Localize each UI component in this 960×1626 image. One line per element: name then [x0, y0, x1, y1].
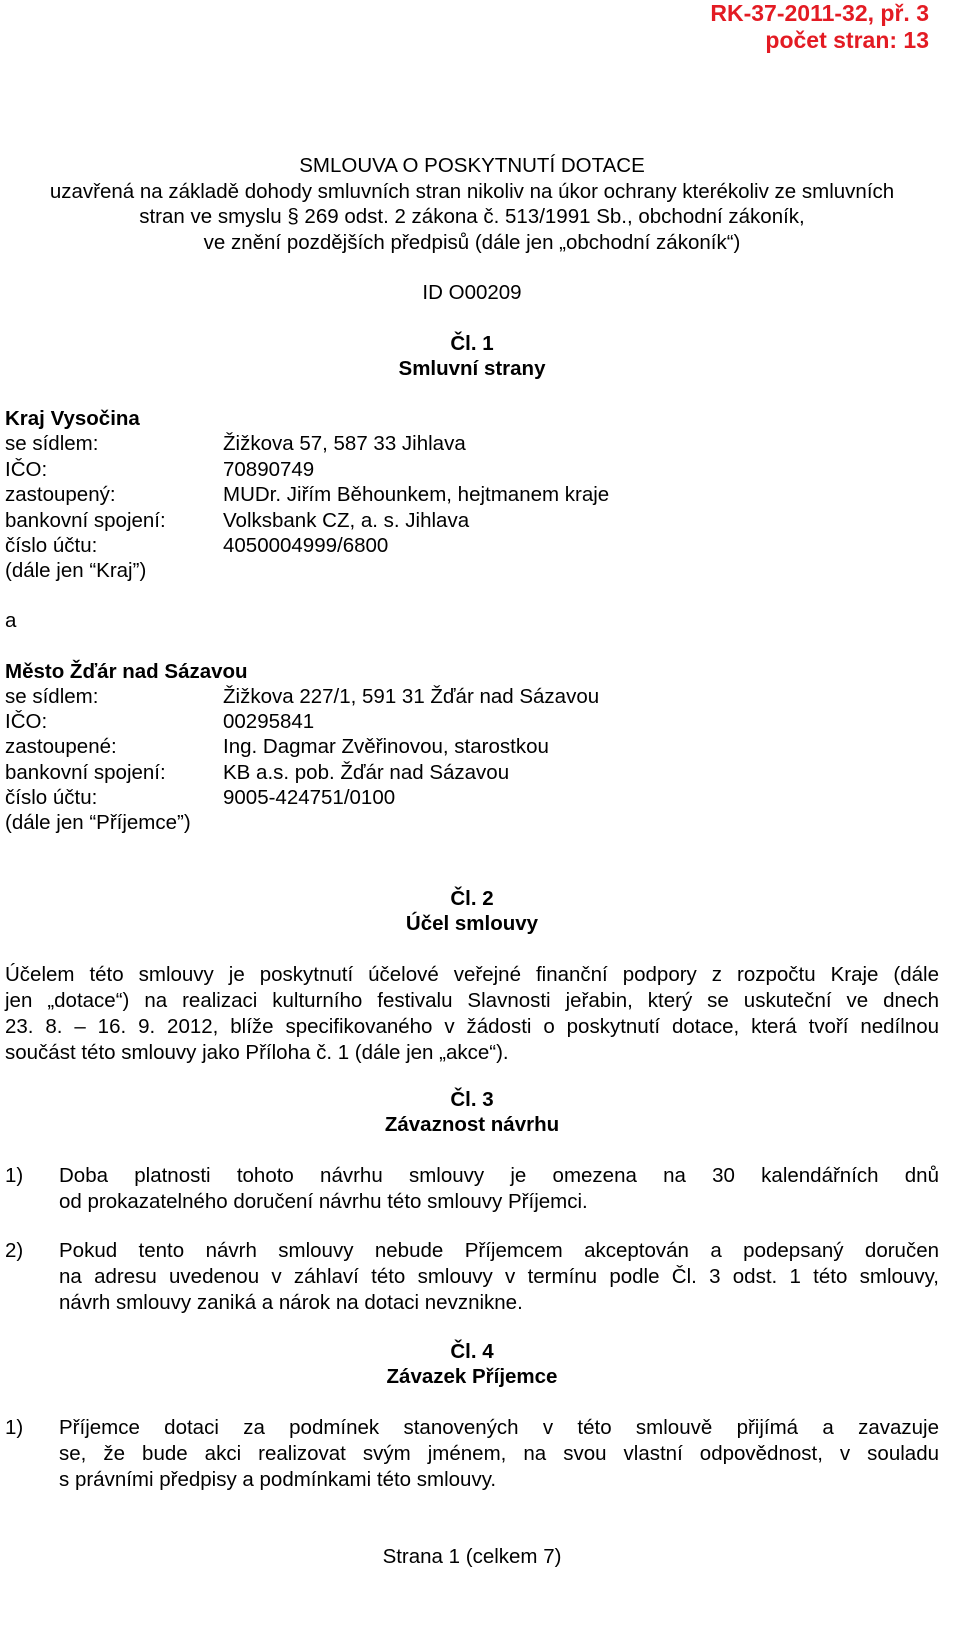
party-1-value-account: 4050004999/6800 [223, 534, 389, 557]
party-2-label-seat: se sídlem: [5, 685, 99, 708]
contract-id: ID O00209 [422, 281, 522, 304]
party-2-value-bank: KB a.s. pob. Žďár nad Sázavou [223, 761, 510, 784]
party-2-label-account: číslo účtu: [5, 786, 98, 809]
subtitle-line-1: uzavřená na základě dohody smluvních stran nikoliv na úkor ochrany kterékoliv ze smluvních [49, 180, 895, 203]
article-2-title: Účel smlouvy [405, 912, 539, 935]
article-1-title: Smluvní strany [398, 357, 546, 380]
contract-title: SMLOUVA O POSKYTNUTÍ DOTACE [299, 154, 645, 177]
article-2-heading: Čl. 2 [450, 887, 494, 910]
party-1-value-bank: Volksbank CZ, a. s. Jihlava [223, 509, 470, 532]
party-2-value-account: 9005-424751/0100 [223, 786, 396, 809]
party-1-label-seat: se sídlem: [5, 432, 99, 455]
party-2-value-representative: Ing. Dagmar Zvěřinovou, starostkou [223, 735, 549, 758]
article-3-title: Závaznost návrhu [384, 1113, 560, 1136]
paragraph-line: součást této smlouvy jako Příloha č. 1 (dále jen „akce“). [5, 1041, 509, 1064]
page-count: počet stran: 13 [765, 27, 929, 53]
paragraph-line: Doba platnosti tohoto návrhu smlouvy je omezena na 30 kalendářních dnů [59, 1164, 939, 1187]
party-2-name: Město Žďár nad Sázavou [5, 660, 248, 683]
paragraph-line: Pokud tento návrh smlouvy nebude Příjemcem akceptován a podepsaný doručen [59, 1239, 939, 1262]
article-3-item-1-number: 1) [5, 1164, 24, 1187]
paragraph-line: na adresu uvedenou v záhlaví této smlouvy v termínu podle Čl. 3 odst. 1 této smlouvy, [59, 1265, 939, 1288]
paragraph-line: s právními předpisy a podmínkami této smlouvy. [59, 1468, 497, 1491]
paragraph-line: Účelem této smlouvy je poskytnutí účelové veřejné finanční podpory z rozpočtu Kraje (dále [5, 963, 939, 986]
party-2-value-ico: 00295841 [223, 710, 315, 733]
article-4-title: Závazek Příjemce [386, 1365, 558, 1388]
party-1-label-ico: IČO: [5, 458, 48, 481]
party-1-value-representative: MUDr. Jiřím Běhounkem, hejtmanem kraje [223, 483, 610, 506]
paragraph-line: návrh smlouvy zaniká a nárok na dotaci nevznikne. [59, 1291, 523, 1314]
party-1-name: Kraj Vysočina [5, 407, 140, 430]
party-2-label-representative: zastoupené: [5, 735, 117, 758]
party-1-label-representative: zastoupený: [5, 483, 116, 506]
party-1-alias: (dále jen “Kraj”) [5, 559, 147, 582]
article-4-heading: Čl. 4 [450, 1340, 494, 1363]
paragraph-line: se, že bude akci realizovat svým jménem, na svou vlastní odpovědnost, v souladu [59, 1442, 939, 1465]
article-1-heading: Čl. 1 [450, 332, 494, 355]
paragraph-line: Příjemce dotaci za podmínek stanovených v této smlouvě přijímá a zavazuje [59, 1416, 939, 1439]
document-reference [710, 0, 929, 54]
parties-conjunction: a [5, 609, 17, 632]
party-1-value-seat: Žižkova 57, 587 33 Jihlava [223, 432, 466, 455]
article-2-paragraph [5, 962, 939, 1066]
party-1-value-ico: 70890749 [223, 458, 315, 481]
reference-number: RK-37-2011-32, př. 3 [710, 0, 929, 26]
article-4-item-1-text [59, 1415, 939, 1493]
article-3-heading: Čl. 3 [450, 1088, 494, 1111]
paragraph-line: od prokazatelného doručení návrhu této smlouvy Příjemci. [59, 1190, 588, 1213]
subtitle-line-2: stran ve smyslu § 269 odst. 2 zákona č. 513/1991 Sb., obchodní zákoník, [139, 205, 805, 228]
party-1-label-bank: bankovní spojení: [5, 509, 166, 532]
party-1-label-account: číslo účtu: [5, 534, 98, 557]
article-3-item-2-number: 2) [5, 1239, 24, 1262]
article-3-item-1-text [59, 1163, 939, 1215]
page-footer: Strana 1 (celkem 7) [382, 1545, 562, 1568]
article-3-item-2-text [59, 1238, 939, 1316]
party-2-label-ico: IČO: [5, 710, 48, 733]
party-2-label-bank: bankovní spojení: [5, 761, 166, 784]
party-2-value-seat: Žižkova 227/1, 591 31 Žďár nad Sázavou [223, 685, 600, 708]
paragraph-line: jen „dotace“) na realizaci kulturního festivalu Slavnosti jeřabin, který se uskuteční ve dnech [5, 989, 939, 1012]
article-4-item-1-number: 1) [5, 1416, 24, 1439]
subtitle-line-3: ve znění pozdějších předpisů (dále jen „obchodní zákoník“) [203, 231, 741, 254]
paragraph-line: 23. 8. – 16. 9. 2012, blíže specifikovaného v žádosti o poskytnutí dotace, která tvoří nedílnou [5, 1015, 939, 1038]
party-2-alias: (dále jen “Příjemce”) [5, 811, 191, 834]
